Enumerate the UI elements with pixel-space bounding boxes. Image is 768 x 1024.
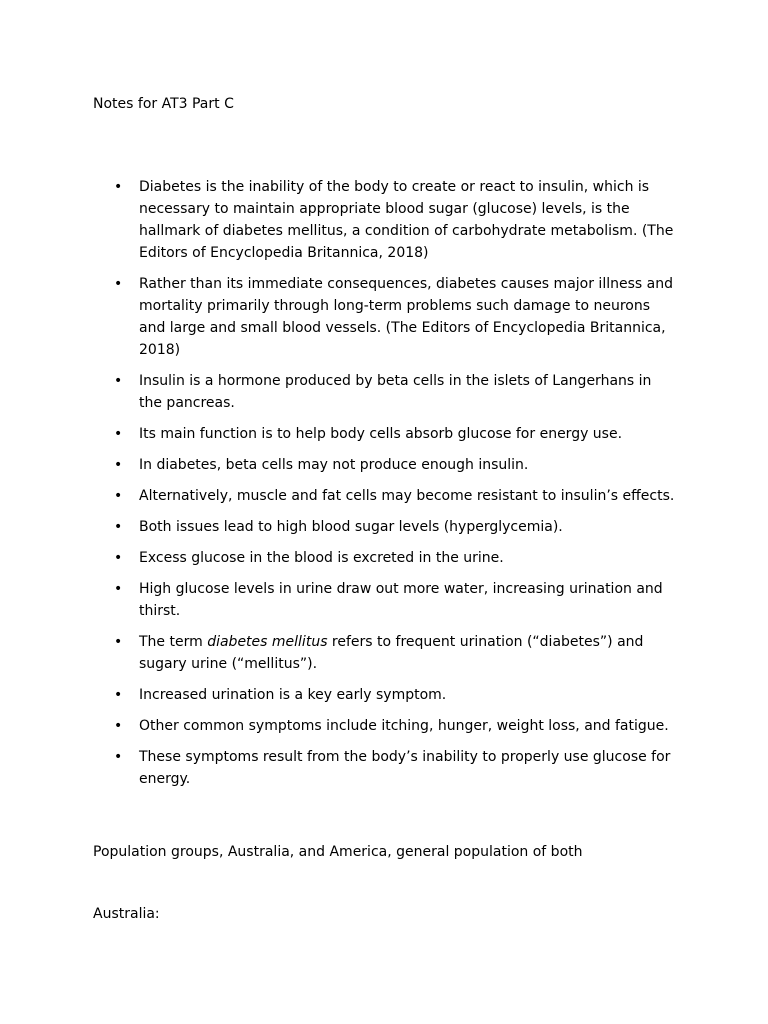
bullet-text-before: The term — [139, 634, 208, 650]
bullet-item: • Its main function is to help body cells absorb glucose for energy use. — [0, 423, 768, 445]
bullet-item: • Rather than its immediate consequences, diabetes causes major illness and mortality primarily through long-term problems such damage to neurons and large and small blood vessels. (The Editors of Encyclopedia Britannica, 2018) — [0, 273, 768, 361]
bullet-item: • High glucose levels in urine draw out more water, increasing urination and thirst. — [0, 578, 768, 622]
population-groups-line: Population groups, Australia, and America, general population of both — [93, 844, 583, 860]
bullet-item: • Diabetes is the inability of the body to create or react to insulin, which is necessary to maintain appropriate blood sugar (glucose) levels, is the hallmark of diabetes mellitus, a condition of carbohydrate metabolism. (The Editors of Encyclopedia Britannica, 2018) — [0, 176, 768, 264]
bullet-item: • Other common symptoms include itching, hunger, weight loss, and fatigue. — [0, 715, 768, 737]
bullet-item: • Both issues lead to high blood sugar levels (hyperglycemia). — [0, 516, 768, 538]
bullet-item: • Increased urination is a key early symptom. — [0, 684, 768, 706]
bullet-item: • These symptoms result from the body’s inability to properly use glucose for energy. — [0, 746, 768, 790]
bullet-item: • Insulin is a hormone produced by beta cells in the islets of Langerhans in the pancreas. — [0, 370, 768, 414]
bullet-item: • Excess glucose in the blood is excreted in the urine. — [0, 547, 768, 569]
bullet-text-after: refers to frequent urination (“diabetes”) and sugary urine (“mellitus”). — [139, 634, 644, 672]
bullet-item: • Alternatively, muscle and fat cells may become resistant to insulin’s effects. — [0, 485, 768, 507]
australia-heading: Australia: — [93, 906, 160, 922]
bullet-item: • In diabetes, beta cells may not produce enough insulin. — [0, 454, 768, 476]
notes-bullet-list — [0, 176, 768, 799]
bullet-text-italic-term: diabetes mellitus — [207, 634, 328, 650]
document-title: Notes for AT3 Part C — [93, 96, 234, 112]
bullet-item — [0, 631, 768, 675]
